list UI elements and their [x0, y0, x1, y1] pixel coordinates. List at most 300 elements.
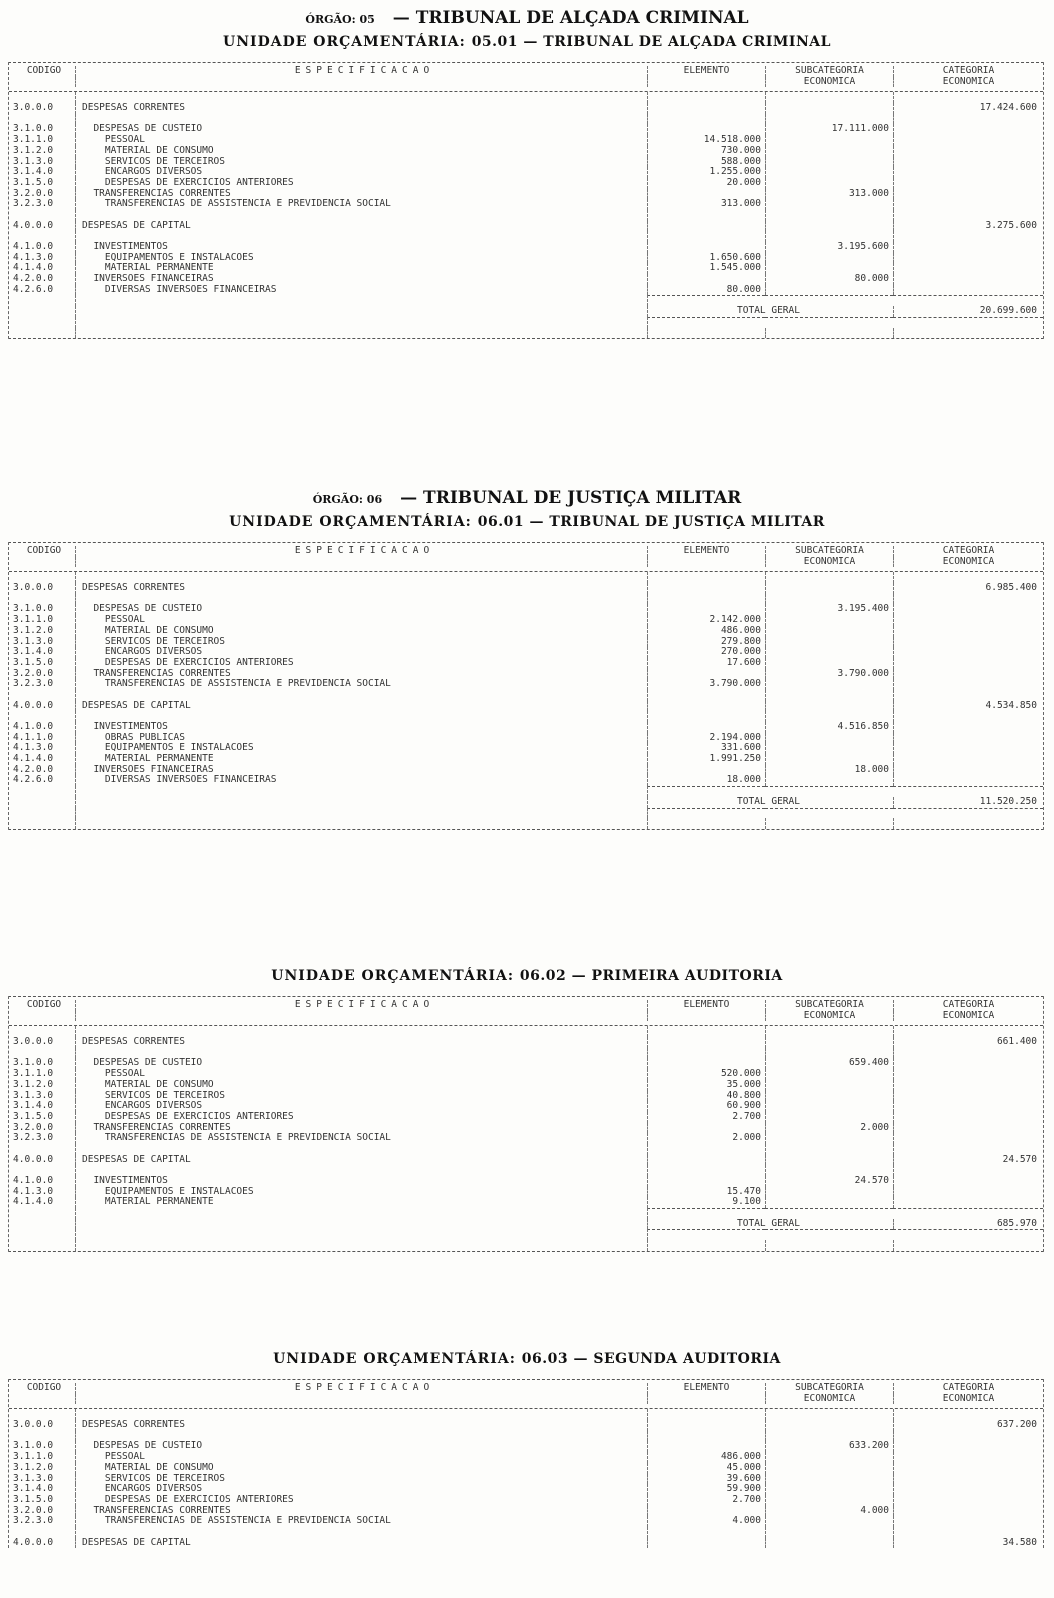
elemento-cell — [647, 604, 765, 615]
subcategoria-cell: 3.790.000 — [765, 669, 893, 680]
categoria-cell — [893, 328, 1043, 339]
table-row — [9, 1123, 1043, 1134]
categoria-cell — [893, 1452, 1043, 1463]
description-cell: TRANSFERENCIAS CORRENTES — [75, 189, 647, 200]
categoria-cell: CATEGORIA — [893, 546, 1043, 557]
elemento-cell — [647, 711, 765, 722]
code-cell — [9, 1240, 75, 1251]
description-cell — [75, 1208, 647, 1219]
spacer — [0, 1343, 1054, 1351]
elemento-cell — [647, 1011, 765, 1022]
subcategoria-cell — [765, 818, 893, 829]
description-cell: DESPESAS DE CUSTEIO — [75, 1441, 647, 1452]
description-cell — [75, 328, 647, 339]
categoria-cell — [893, 594, 1043, 605]
table-row — [9, 146, 1043, 157]
subcategoria-cell: 18.000 — [765, 765, 893, 776]
table-row — [9, 1155, 1043, 1166]
elemento-cell — [647, 1048, 765, 1059]
table-row — [9, 765, 1043, 776]
subcategoria-cell — [765, 157, 893, 168]
elemento-cell: 80.000 — [647, 285, 765, 296]
elemento-cell — [647, 786, 765, 797]
categoria-cell — [893, 743, 1043, 754]
elemento-cell: 486.000 — [647, 626, 765, 637]
code-cell — [9, 1011, 75, 1022]
subcategoria-cell — [765, 1112, 893, 1123]
subcategoria-cell — [765, 1420, 893, 1431]
elemento-cell — [647, 1155, 765, 1166]
elemento-cell — [647, 1431, 765, 1442]
categoria-cell — [893, 626, 1043, 637]
elemento-cell — [647, 1394, 765, 1405]
elemento-cell: 2.700 — [647, 1112, 765, 1123]
categoria-cell — [893, 1441, 1043, 1452]
subcategoria-cell — [765, 1091, 893, 1102]
description-cell — [75, 92, 647, 103]
subcategoria-cell — [765, 167, 893, 178]
categoria-cell — [893, 1506, 1043, 1517]
elemento-cell: 4.000 — [647, 1516, 765, 1527]
code-cell — [9, 92, 75, 103]
elemento-cell — [647, 701, 765, 712]
elemento-cell: 486.000 — [647, 1452, 765, 1463]
code-cell — [9, 1229, 75, 1240]
subcategoria-cell — [765, 775, 893, 786]
categoria-cell — [893, 124, 1043, 135]
categoria-cell: 34.580 — [893, 1538, 1043, 1549]
subcategoria-cell: 659.400 — [765, 1058, 893, 1069]
table-row — [9, 637, 1043, 648]
description-cell: TRANSFERENCIAS CORRENTES — [75, 1123, 647, 1134]
categoria-cell — [893, 1463, 1043, 1474]
elemento-cell: 520.000 — [647, 1069, 765, 1080]
subcategoria-cell — [765, 199, 893, 210]
code-cell: CODIGO — [26, 1000, 62, 1010]
table-row — [9, 253, 1043, 264]
categoria-cell — [893, 1144, 1043, 1155]
description-cell — [75, 786, 647, 797]
subcategoria-cell — [765, 615, 893, 626]
description-cell: INVERSOES FINANCEIRAS — [75, 765, 647, 776]
subcategoria-cell — [765, 1484, 893, 1495]
description-cell — [75, 231, 647, 242]
description-cell: OBRAS PUBLICAS — [75, 733, 647, 744]
subcategoria-cell — [765, 103, 893, 114]
code-cell — [9, 797, 75, 808]
categoria-cell — [893, 1133, 1043, 1144]
elemento-cell — [647, 295, 765, 306]
orgao-heading — [0, 8, 1054, 34]
table-row — [9, 242, 1043, 253]
categoria-cell — [893, 604, 1043, 615]
description-cell: ESPECIFICACAO — [75, 66, 647, 77]
code-cell: 3.1.5.0 — [13, 177, 54, 188]
code-cell: 3.1.1.0 — [13, 1452, 54, 1463]
elemento-cell — [647, 669, 765, 680]
description-cell — [75, 1431, 647, 1442]
subcategoria-cell: 633.200 — [765, 1441, 893, 1452]
code-cell — [9, 1144, 75, 1155]
table-row — [9, 1026, 1043, 1037]
table-row — [9, 1516, 1043, 1527]
categoria-cell: ECONOMICA — [893, 557, 1043, 568]
categoria-cell: ECONOMICA — [893, 1011, 1043, 1022]
subcategoria-cell — [765, 1409, 893, 1420]
subcategoria-cell: 313.000 — [765, 189, 893, 200]
code-cell: 3.1.5.0 — [13, 657, 54, 668]
subcategoria-cell — [765, 1133, 893, 1144]
description-cell: DESPESAS CORRENTES — [75, 583, 647, 594]
code-cell: 3.1.3.0 — [13, 156, 54, 167]
categoria-cell — [893, 274, 1043, 285]
code-cell: 3.2.0.0 — [13, 1505, 54, 1516]
description-cell: SERVICOS DE TERCEIROS — [75, 1474, 647, 1485]
code-cell: 3.1.3.0 — [13, 636, 54, 647]
unit-code: 06.01 — [477, 514, 530, 530]
code-cell: 3.1.4.0 — [13, 1484, 54, 1495]
code-cell — [9, 328, 75, 339]
categoria-cell — [893, 167, 1043, 178]
subcategoria-cell — [765, 1080, 893, 1091]
subcategoria-cell: SUBCATEGORIA — [765, 1000, 893, 1011]
subcategoria-cell — [765, 92, 893, 103]
table-row — [9, 775, 1043, 786]
subcategoria-cell: 4.516.850 — [765, 722, 893, 733]
elemento-cell: 1.991.250 — [647, 754, 765, 765]
unit-name: — SEGUNDA AUDITORIA — [573, 1351, 781, 1367]
header-row — [9, 1000, 1043, 1011]
table-row — [9, 1176, 1043, 1187]
elemento-cell: 60.900 — [647, 1101, 765, 1112]
subcategoria-cell — [765, 1037, 893, 1048]
subcategoria-cell — [765, 594, 893, 605]
total-row — [9, 797, 1043, 808]
code-cell — [9, 114, 75, 125]
categoria-cell — [893, 711, 1043, 722]
subcategoria-cell — [765, 317, 893, 328]
table-row — [9, 1080, 1043, 1091]
table-row — [9, 124, 1043, 135]
subcategoria-cell — [765, 637, 893, 648]
description-cell — [75, 295, 647, 306]
total-end — [9, 808, 1043, 819]
categoria-cell: 3.275.600 — [893, 221, 1043, 232]
elemento-cell: 1.545.000 — [647, 263, 765, 274]
elemento-cell: ELEMENTO — [647, 1383, 765, 1394]
header-row — [9, 77, 1043, 88]
table-row — [9, 572, 1043, 583]
description-cell: DESPESAS CORRENTES — [75, 1037, 647, 1048]
table-row — [9, 594, 1043, 605]
categoria-cell — [893, 754, 1043, 765]
subcategoria-cell: 17.111.000 — [765, 124, 893, 135]
subcategoria-cell: 80.000 — [765, 274, 893, 285]
budget-table — [8, 62, 1044, 339]
subcategoria-cell — [765, 1495, 893, 1506]
subcategoria-cell — [765, 808, 893, 819]
table-row — [9, 1048, 1043, 1059]
categoria-cell — [893, 210, 1043, 221]
table-row — [9, 1441, 1043, 1452]
table-row — [9, 221, 1043, 232]
categoria-cell — [893, 1516, 1043, 1527]
categoria-cell — [893, 1187, 1043, 1198]
elemento-cell: 1.255.000 — [647, 167, 765, 178]
code-cell: 3.0.0.0 — [13, 1037, 54, 1048]
description-cell: TRANSFERENCIAS DE ASSISTENCIA E PREVIDENCIA SOCIAL — [75, 679, 647, 690]
table-row — [9, 1431, 1043, 1442]
subcategoria-cell — [765, 1101, 893, 1112]
code-cell — [9, 1409, 75, 1420]
subcategoria-cell: ECONOMICA — [765, 557, 893, 568]
description-cell — [75, 306, 647, 317]
description-cell: MATERIAL DE CONSUMO — [75, 1080, 647, 1091]
subcategoria-cell — [765, 1144, 893, 1155]
categoria-cell — [893, 679, 1043, 690]
subcategoria-cell — [765, 690, 893, 701]
categoria-cell — [893, 199, 1043, 210]
table-row — [9, 679, 1043, 690]
subcategoria-cell — [765, 1197, 893, 1208]
elemento-cell — [647, 1240, 765, 1251]
categoria-cell — [893, 615, 1043, 626]
code-cell: 4.0.0.0 — [13, 1154, 54, 1165]
unit-heading — [0, 34, 1054, 56]
unit-label: UNIDADE ORÇAMENTÁRIA: — [229, 514, 478, 530]
table-row — [9, 711, 1043, 722]
description-cell — [75, 1229, 647, 1240]
code-cell: 3.0.0.0 — [13, 583, 54, 594]
table-row — [9, 669, 1043, 680]
unit-code: 06.02 — [519, 968, 572, 984]
elemento-cell — [647, 1538, 765, 1549]
code-cell: 4.1.0.0 — [13, 1176, 54, 1186]
categoria-cell — [893, 1240, 1043, 1251]
code-cell: 3.1.2.0 — [13, 1079, 54, 1090]
table-row — [9, 1474, 1043, 1485]
table-row — [9, 818, 1043, 829]
subcategoria-cell: SUBCATEGORIA — [765, 546, 893, 557]
elemento-cell — [647, 317, 765, 328]
code-cell: 4.1.0.0 — [13, 722, 54, 732]
code-cell: 3.1.1.0 — [13, 1069, 54, 1080]
description-cell: TRANSFERENCIAS DE ASSISTENCIA E PREVIDENCIA SOCIAL — [75, 199, 647, 210]
subcategoria-cell — [765, 1165, 893, 1176]
description-cell: DESPESAS DE CAPITAL — [75, 1155, 647, 1166]
table-row — [9, 92, 1043, 103]
description-cell: DESPESAS DE EXERCICIOS ANTERIORES — [75, 1495, 647, 1506]
subcategoria-cell — [765, 146, 893, 157]
spacer — [0, 960, 1054, 968]
table-row — [9, 1463, 1043, 1474]
table-row — [9, 1452, 1043, 1463]
description-cell: DESPESAS CORRENTES — [75, 1420, 647, 1431]
subcategoria-cell — [765, 210, 893, 221]
categoria-cell — [893, 92, 1043, 103]
description-cell: DESPESAS CORRENTES — [75, 103, 647, 114]
subcategoria-cell — [765, 135, 893, 146]
categoria-cell — [893, 157, 1043, 168]
elemento-cell: TOTAL GERAL — [647, 797, 893, 808]
orgao-name: — TRIBUNAL DE JUSTIÇA MILITAR — [400, 488, 742, 508]
header-row — [9, 1394, 1043, 1405]
description-cell: DESPESAS DE EXERCICIOS ANTERIORES — [75, 658, 647, 669]
elemento-cell — [647, 765, 765, 776]
code-cell: 4.1.3.0 — [13, 1186, 54, 1197]
budget-table — [8, 542, 1044, 830]
elemento-cell: 39.600 — [647, 1474, 765, 1485]
unit-label: UNIDADE ORÇAMENTÁRIA: — [271, 968, 520, 984]
subcategoria-cell: ECONOMICA — [765, 1394, 893, 1405]
budget-section — [0, 488, 1054, 830]
subcategoria-cell — [765, 583, 893, 594]
table-header — [9, 543, 1043, 572]
header-row — [9, 1383, 1043, 1394]
subcategoria-cell: SUBCATEGORIA — [765, 1383, 893, 1394]
unit-code: 06.03 — [521, 1351, 574, 1367]
subcategoria-cell: ECONOMICA — [765, 1011, 893, 1022]
categoria-cell — [893, 231, 1043, 242]
code-cell: 3.1.1.0 — [13, 135, 54, 146]
elemento-cell: 2.142.000 — [647, 615, 765, 626]
unit-name: — TRIBUNAL DE JUSTIÇA MILITAR — [529, 514, 825, 530]
elemento-cell — [647, 1037, 765, 1048]
table-row — [9, 1484, 1043, 1495]
elemento-cell — [647, 583, 765, 594]
description-cell — [75, 1394, 647, 1405]
total-row — [9, 306, 1043, 317]
table-row — [9, 1420, 1043, 1431]
code-cell: 4.2.0.0 — [13, 764, 54, 775]
table-row — [9, 103, 1043, 114]
table-row — [9, 1409, 1043, 1420]
categoria-cell: 20.699.600 — [893, 306, 1043, 317]
description-cell: PESSOAL — [75, 135, 647, 146]
elemento-cell: 1.650.600 — [647, 253, 765, 264]
categoria-cell: ECONOMICA — [893, 1394, 1043, 1405]
code-cell: 3.1.2.0 — [13, 145, 54, 156]
code-cell: 3.1.5.0 — [13, 1111, 54, 1122]
code-cell: 3.2.3.0 — [13, 199, 54, 210]
code-cell — [9, 818, 75, 829]
elemento-cell: 2.700 — [647, 1495, 765, 1506]
code-cell: 4.1.3.0 — [13, 743, 54, 754]
categoria-cell — [893, 1197, 1043, 1208]
subcategoria-cell: SUBCATEGORIA — [765, 66, 893, 77]
total-row — [9, 1219, 1043, 1230]
description-cell: INVESTIMENTOS — [75, 1176, 647, 1187]
categoria-cell — [893, 253, 1043, 264]
table-row — [9, 263, 1043, 274]
code-cell — [9, 711, 75, 722]
code-cell — [9, 1208, 75, 1219]
description-cell: ENCARGOS DIVERSOS — [75, 1101, 647, 1112]
elemento-cell: TOTAL GERAL — [647, 306, 893, 317]
code-cell: CODIGO — [26, 1383, 62, 1393]
elemento-cell: 40.800 — [647, 1091, 765, 1102]
subcategoria-cell — [765, 572, 893, 583]
header-row — [9, 66, 1043, 77]
code-cell: 3.2.0.0 — [13, 1122, 54, 1133]
categoria-cell — [893, 317, 1043, 328]
table-row — [9, 114, 1043, 125]
subcategoria-cell: 4.000 — [765, 1506, 893, 1517]
elemento-cell — [647, 1208, 765, 1219]
subcategoria-cell — [765, 1026, 893, 1037]
budget-table — [8, 996, 1044, 1252]
table-row — [9, 1495, 1043, 1506]
total-end — [9, 317, 1043, 328]
table-row — [9, 1133, 1043, 1144]
table-row — [9, 274, 1043, 285]
code-cell: 4.2.6.0 — [13, 775, 54, 786]
table-row — [9, 199, 1043, 210]
elemento-cell — [647, 1229, 765, 1240]
categoria-cell: CATEGORIA — [893, 1000, 1043, 1011]
unit-heading — [0, 1351, 1054, 1373]
elemento-cell: ELEMENTO — [647, 66, 765, 77]
categoria-cell — [893, 690, 1043, 701]
description-cell: MATERIAL DE CONSUMO — [75, 146, 647, 157]
subcategoria-cell — [765, 1240, 893, 1251]
description-cell: TRANSFERENCIAS DE ASSISTENCIA E PREVIDENCIA SOCIAL — [75, 1133, 647, 1144]
code-cell: 3.2.3.0 — [13, 1133, 54, 1144]
table-row — [9, 1538, 1043, 1549]
description-cell: EQUIPAMENTOS E INSTALACOES — [75, 1187, 647, 1198]
code-cell — [9, 572, 75, 583]
categoria-cell — [893, 1123, 1043, 1134]
elemento-cell: 313.000 — [647, 199, 765, 210]
elemento-cell — [647, 274, 765, 285]
code-cell: 3.1.3.0 — [13, 1090, 54, 1101]
elemento-cell — [647, 557, 765, 568]
description-cell: ENCARGOS DIVERSOS — [75, 167, 647, 178]
description-cell — [75, 594, 647, 605]
elemento-cell — [647, 1144, 765, 1155]
elemento-cell: 331.600 — [647, 743, 765, 754]
description-cell: SERVICOS DE TERCEIROS — [75, 637, 647, 648]
table-row — [9, 583, 1043, 594]
table-row — [9, 754, 1043, 765]
elemento-cell — [647, 328, 765, 339]
table-row — [9, 1197, 1043, 1208]
subcategoria-cell — [765, 658, 893, 669]
elemento-cell — [647, 722, 765, 733]
description-cell: ESPECIFICACAO — [75, 546, 647, 557]
table-row — [9, 1144, 1043, 1155]
categoria-cell — [893, 189, 1043, 200]
table-row — [9, 1165, 1043, 1176]
code-cell: 3.1.3.0 — [13, 1473, 54, 1484]
subcategoria-cell — [765, 1155, 893, 1166]
description-cell: PESSOAL — [75, 1452, 647, 1463]
description-cell: TRANSFERENCIAS DE ASSISTENCIA E PREVIDENCIA SOCIAL — [75, 1516, 647, 1527]
subcategoria-cell — [765, 1048, 893, 1059]
categoria-cell — [893, 1527, 1043, 1538]
code-cell: 4.1.4.0 — [13, 263, 54, 274]
description-cell: ENCARGOS DIVERSOS — [75, 647, 647, 658]
subcategoria-cell: 24.570 — [765, 1176, 893, 1187]
description-cell: DESPESAS DE CUSTEIO — [75, 604, 647, 615]
subcategoria-cell — [765, 1463, 893, 1474]
code-cell: CODIGO — [26, 546, 62, 556]
categoria-cell: 24.570 — [893, 1155, 1043, 1166]
code-cell — [9, 1431, 75, 1442]
categoria-cell: 685.970 — [893, 1219, 1043, 1230]
elemento-cell — [647, 690, 765, 701]
unit-heading — [0, 514, 1054, 536]
